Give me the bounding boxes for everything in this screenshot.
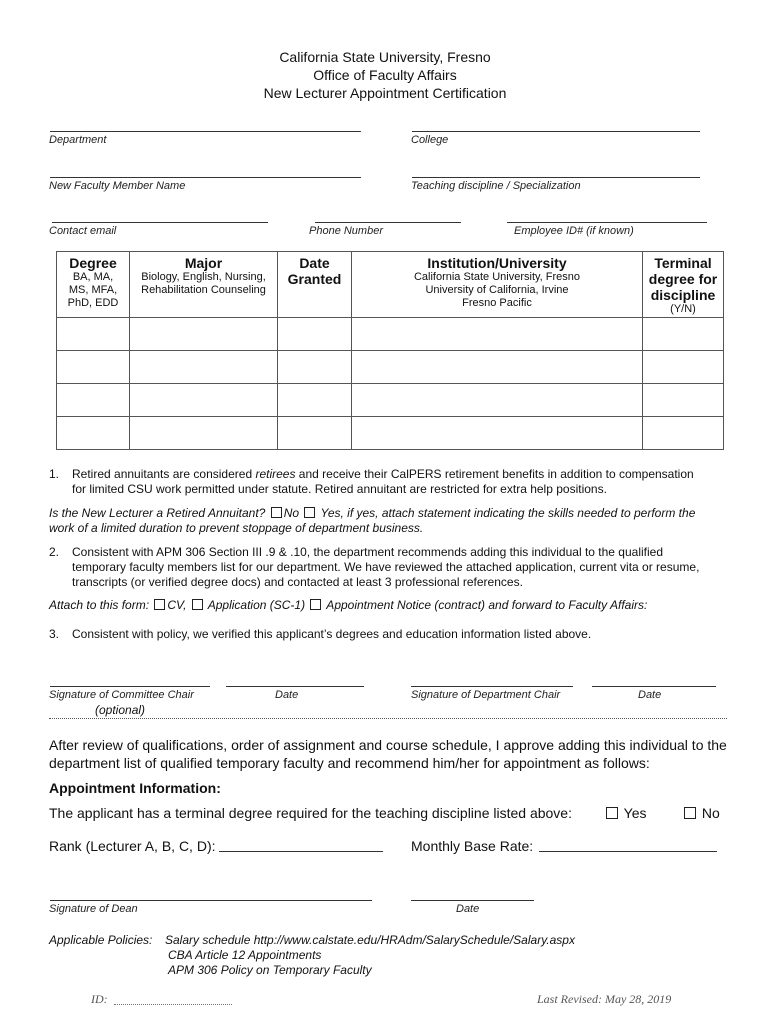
institution-cell[interactable] xyxy=(352,417,643,450)
table-row xyxy=(57,384,724,417)
application-checkbox[interactable] xyxy=(192,599,203,610)
monthly-rate-input-line[interactable] xyxy=(539,851,717,852)
dept-chair-date-line[interactable] xyxy=(592,686,716,687)
application-label: Application (SC-1) xyxy=(204,598,309,612)
table-row xyxy=(57,318,724,351)
department-label: Department xyxy=(49,134,107,146)
item3-text: Consistent with policy, we verified this applicant’s degrees and education information listed above. xyxy=(72,627,592,641)
terminal-no xyxy=(682,804,720,822)
id-label: ID: xyxy=(91,992,108,1006)
item1-text-retirees: retirees xyxy=(255,467,296,481)
item1-text xyxy=(72,467,732,497)
terminal-yes-label: Yes xyxy=(623,805,647,821)
employee-id-label: Employee ID# (if known) xyxy=(514,225,634,237)
terminal-degree-question: The applicant has a terminal degree required for the teaching discipline listed above: xyxy=(49,805,572,821)
policy-salary-schedule[interactable]: Salary schedule http://www.calstate.edu/HRAdm/SalarySchedule/Salary.aspx xyxy=(165,933,575,947)
date-header xyxy=(278,252,352,318)
item2-line3: transcripts (or verified degree docs) and contacted at least 3 professional references. xyxy=(72,575,523,589)
dept-chair-signature-line[interactable] xyxy=(411,686,573,687)
major-cell[interactable] xyxy=(130,318,278,351)
appointment-notice-checkbox[interactable] xyxy=(310,599,321,610)
degree-cell[interactable] xyxy=(57,351,130,384)
email-label: Contact email xyxy=(49,225,117,237)
date-cell[interactable] xyxy=(278,384,352,417)
review-line2: department list of qualified temporary faculty and recommend him/her for appointment as follows: xyxy=(49,755,650,771)
institution-cell[interactable] xyxy=(352,351,643,384)
table-header-row xyxy=(57,252,724,318)
institution-header xyxy=(352,252,643,318)
terminal-yes-checkbox[interactable] xyxy=(606,807,618,819)
item2-line2: temporary faculty members list for our department. We have reviewed the attached application, current vita or resume, xyxy=(72,560,700,574)
degree-header xyxy=(57,252,130,318)
item2-number: 2. xyxy=(49,545,60,559)
item1-text-a: Retired annuitants are considered xyxy=(72,467,256,481)
table-row xyxy=(57,417,724,450)
review-line1: After review of qualifications, order of assignment and course schedule, I approve adding this individual to the xyxy=(49,737,727,753)
terminal-no-checkbox[interactable] xyxy=(684,807,696,819)
phone-label: Phone Number xyxy=(309,225,383,237)
section-divider xyxy=(49,718,727,719)
cv-label: CV, xyxy=(167,598,190,612)
item2-line1: Consistent with APM 306 Section III .9 & .10, the department recommends adding this individual to the qualified xyxy=(72,545,664,559)
office-name: Office of Faculty Affairs xyxy=(313,67,457,83)
cv-checkbox[interactable] xyxy=(154,599,165,610)
date-cell[interactable] xyxy=(278,351,352,384)
no-checkbox[interactable] xyxy=(271,507,282,518)
committee-chair-label: Signature of Committee Chair xyxy=(49,689,194,701)
policy-apm-306: APM 306 Policy on Temporary Faculty xyxy=(168,963,372,977)
item1-text-line2: for limited CSU work permitted under statute. Retired annuitant are restricted for extra help positions. xyxy=(72,482,607,496)
discipline-label: Teaching discipline / Specialization xyxy=(411,180,581,192)
major-cell[interactable] xyxy=(130,417,278,450)
item2-text xyxy=(72,545,732,590)
dept-chair-date-label: Date xyxy=(638,689,662,701)
institution-cell[interactable] xyxy=(352,318,643,351)
institution-cell[interactable] xyxy=(352,384,643,417)
institution-sub: Fresno Pacific xyxy=(462,297,532,309)
committee-chair-signature-line[interactable] xyxy=(50,686,210,687)
policy-cba-article: CBA Article 12 Appointments xyxy=(168,948,322,962)
table-row xyxy=(57,351,724,384)
rank-input-line[interactable] xyxy=(219,851,383,852)
degree-cell[interactable] xyxy=(57,318,130,351)
item1-text-c: and receive their CalPERS retirement benefits in addition to compensation xyxy=(295,467,694,481)
institution-title: Institution/University xyxy=(427,255,567,271)
terminal-title: degree for xyxy=(648,271,718,287)
yes-checkbox[interactable] xyxy=(304,507,315,518)
optional-label: (optional) xyxy=(95,703,146,717)
question-text-b: Yes, if yes, attach statement indicating the skills needed to perform the xyxy=(317,506,696,520)
committee-date-line[interactable] xyxy=(226,686,364,687)
committee-date-label: Date xyxy=(275,689,299,701)
date-title: Granted xyxy=(287,271,342,287)
terminal-cell[interactable] xyxy=(643,384,724,417)
phone-line[interactable] xyxy=(315,222,461,223)
dean-date-line[interactable] xyxy=(411,900,534,901)
major-cell[interactable] xyxy=(130,351,278,384)
monthly-rate-label: Monthly Base Rate: xyxy=(411,838,534,854)
item3-number: 3. xyxy=(49,627,60,641)
review-statement xyxy=(49,736,739,772)
terminal-yes xyxy=(604,804,646,822)
degree-table xyxy=(56,251,724,450)
dean-signature-line[interactable] xyxy=(50,900,372,901)
degree-title: Degree xyxy=(69,255,117,271)
dept-chair-label: Signature of Department Chair xyxy=(411,689,561,701)
dean-signature-label: Signature of Dean xyxy=(49,903,138,915)
question-text: Is the New Lecturer a Retired Annuitant? xyxy=(49,506,269,520)
major-cell[interactable] xyxy=(130,384,278,417)
major-title: Major xyxy=(184,255,223,271)
attach-label: Attach to this form: xyxy=(49,598,153,612)
college-label: College xyxy=(411,134,449,146)
degree-sub: PhD, EDD xyxy=(67,297,119,309)
retired-annuitant-question xyxy=(49,506,739,536)
date-cell[interactable] xyxy=(278,417,352,450)
institution-sub: University of California, Irvine xyxy=(425,284,569,296)
no-label: No xyxy=(283,506,303,520)
degree-cell[interactable] xyxy=(57,384,130,417)
appointment-heading: Appointment Information: xyxy=(49,780,221,796)
email-line[interactable] xyxy=(52,222,268,223)
question-line2: work of a limited duration to prevent stoppage of department business. xyxy=(49,521,424,535)
university-name: California State University, Fresno xyxy=(279,49,491,65)
institution-sub: California State University, Fresno xyxy=(413,271,581,283)
appointment-notice-label: Appointment Notice (contract) and forward to Faculty Affairs: xyxy=(323,598,648,612)
major-header xyxy=(130,252,278,318)
terminal-no-label: No xyxy=(701,805,720,821)
terminal-cell[interactable] xyxy=(643,318,724,351)
department-line[interactable] xyxy=(50,131,361,132)
terminal-title: Terminal xyxy=(654,255,712,271)
item1-number: 1. xyxy=(49,467,60,481)
terminal-header xyxy=(643,252,724,318)
last-revised: Last Revised: May 28, 2019 xyxy=(537,992,672,1006)
degree-sub: BA, MA, xyxy=(72,271,114,283)
discipline-line[interactable] xyxy=(412,177,700,178)
id-input-line[interactable] xyxy=(114,1004,232,1005)
major-sub: Biology, English, Nursing, xyxy=(141,271,266,283)
terminal-cell[interactable] xyxy=(643,417,724,450)
dean-date-label: Date xyxy=(456,903,480,915)
attach-line xyxy=(49,598,739,613)
degree-cell[interactable] xyxy=(57,417,130,450)
faculty-name-line[interactable] xyxy=(50,177,361,178)
rank-label: Rank (Lecturer A, B, C, D): xyxy=(49,838,216,854)
college-line[interactable] xyxy=(412,131,700,132)
date-title: Date xyxy=(299,255,330,271)
terminal-cell[interactable] xyxy=(643,351,724,384)
terminal-title: discipline xyxy=(650,287,716,303)
terminal-sub: (Y/N) xyxy=(670,303,696,315)
degree-sub: MS, MFA, xyxy=(68,284,118,296)
policies-label: Applicable Policies: xyxy=(49,933,153,947)
faculty-name-label: New Faculty Member Name xyxy=(49,180,186,192)
date-cell[interactable] xyxy=(278,318,352,351)
major-sub: Rehabilitation Counseling xyxy=(141,284,266,296)
employee-id-line[interactable] xyxy=(507,222,707,223)
form-title: New Lecturer Appointment Certification xyxy=(263,85,507,101)
